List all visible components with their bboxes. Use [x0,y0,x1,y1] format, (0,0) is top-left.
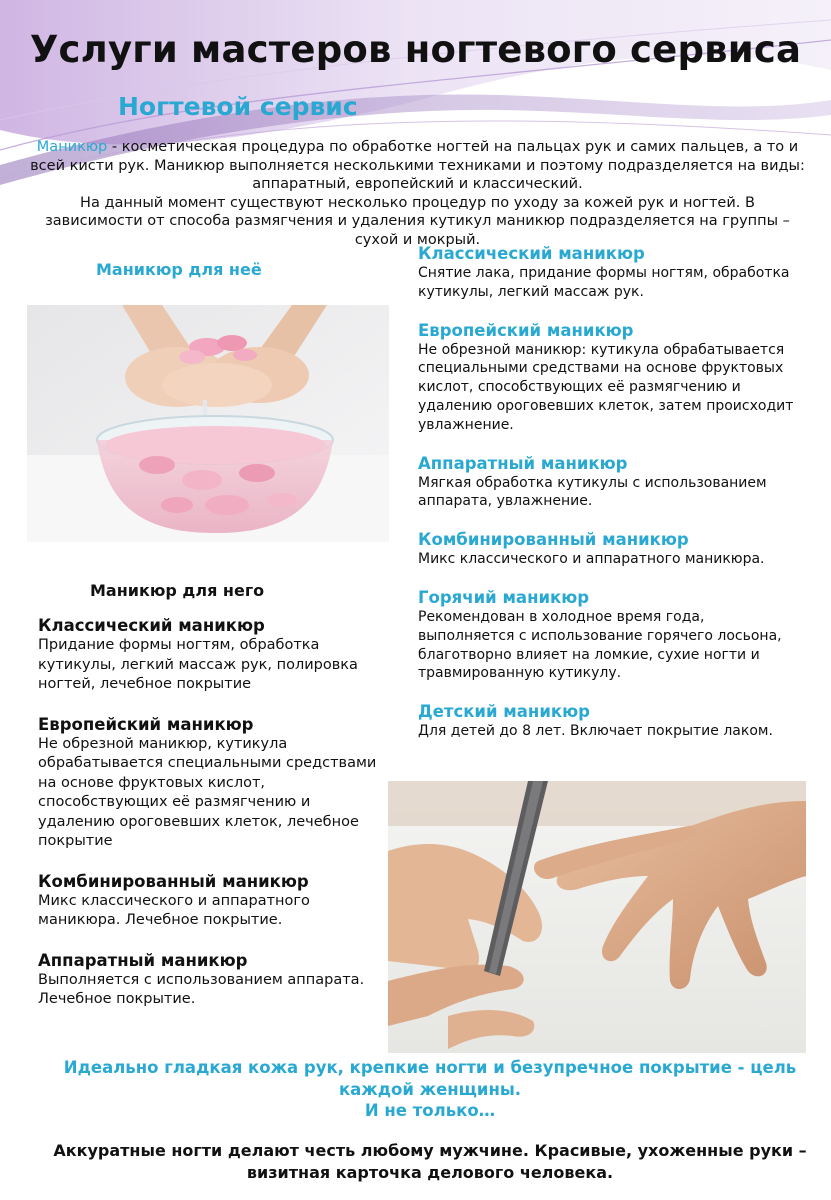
intro-text [30,138,805,249]
for-him-services-list [38,615,383,1029]
service-description: Придание формы ногтям, обработка кутикулы, легкий массаж рук, полировка ногтей, лечебное покрытие [38,637,358,692]
service-description: Микс классического и аппаратного маникюра. Лечебное покрытие. [38,892,310,928]
quote-line-1: Идеально гладкая кожа рук, крепкие ногти и безупречное покрытие - цель каждой женщины. [63,1058,797,1099]
service-item [418,529,798,569]
service-description: Микс классического и аппаратного маникюра. [418,551,765,568]
service-description: Не обрезной маникюр: кутикула обрабатывается специальными средствами на основе фруктовых кислот, способствующих её размягчению и удалению ороговевших клеток, затем происходит увлажнение. [418,341,794,433]
closing-text: Аккуратные ногти делают честь любому мужчине. Красивые, ухоженные руки – визитная карточка делового человека. [53,1141,807,1182]
service-description: Не обрезной маникюр, кутикула обрабатывается специальными средствами на основе фруктовых кислот, способствующих её размягчению и удалению ороговевших клеток, лечебное покрытие [38,735,377,849]
service-item [418,587,798,683]
hands-bowl-photo [27,305,389,542]
section-subtitle: Ногтевой сервис [118,92,358,121]
service-item [418,453,798,512]
service-item [38,615,383,695]
intro-paragraph-2: На данный момент существуют несколько процедур по уходу за кожей рук и ногтей. В зависимости от способа размягчения и удаления кутикул маникюр подразделяется на группы – сухой и мокрый. [45,194,790,248]
service-title: Комбинированный маникюр [38,871,309,891]
service-description: Снятие лака, придание формы ногтям, обработка кутикулы, легкий массаж рук. [418,265,790,300]
quote-text [60,1057,800,1122]
for-her-heading: Маникюр для неё [96,260,262,279]
service-title: Комбинированный маникюр [418,530,689,550]
service-item [418,701,798,741]
service-description: Рекомендован в холодное время года, выполняется с использование горячего лосьона, благотворно влияет на ломкие, сухие ногти и травмированную кутикулу. [418,608,782,682]
intro-term: Маникюр [36,139,108,155]
service-title: Классический маникюр [38,616,265,635]
service-item [38,714,383,852]
service-description: Мягкая обработка кутикулы с использованием аппарата, увлажнение. [418,474,767,510]
intro-definition: - косметическая процедура по обработке ногтей на пальцах рук и самих пальцев, а то и всей кисти рук. Маникюр выполняется несколькими техниками и поэтому подразделяется на виды: аппаратный, европейский и классический. [30,139,805,192]
service-item [38,950,383,1010]
for-her-services-list [418,243,798,759]
service-title: Горячий маникюр [418,587,590,607]
for-him-heading: Маникюр для него [90,581,265,600]
service-title: Классический маникюр [418,244,645,263]
service-title: Европейский маникюр [38,714,254,734]
service-title: Аппаратный маникюр [38,950,248,970]
service-description: Выполняется с использованием аппарата. Лечебное покрытие. [38,971,365,1007]
quote-line-2: И не только… [364,1101,496,1120]
nail-file-photo [388,781,806,1053]
service-description: Для детей до 8 лет. Включает покрытие лаком. [418,723,773,740]
service-item [38,871,383,931]
page-title: Услуги мастеров ногтевого сервиса [29,28,802,71]
service-item [418,320,798,435]
service-item [418,243,798,302]
service-title: Аппаратный маникюр [418,453,628,473]
service-title: Европейский маникюр [418,320,634,340]
service-title: Детский маникюр [418,702,590,722]
